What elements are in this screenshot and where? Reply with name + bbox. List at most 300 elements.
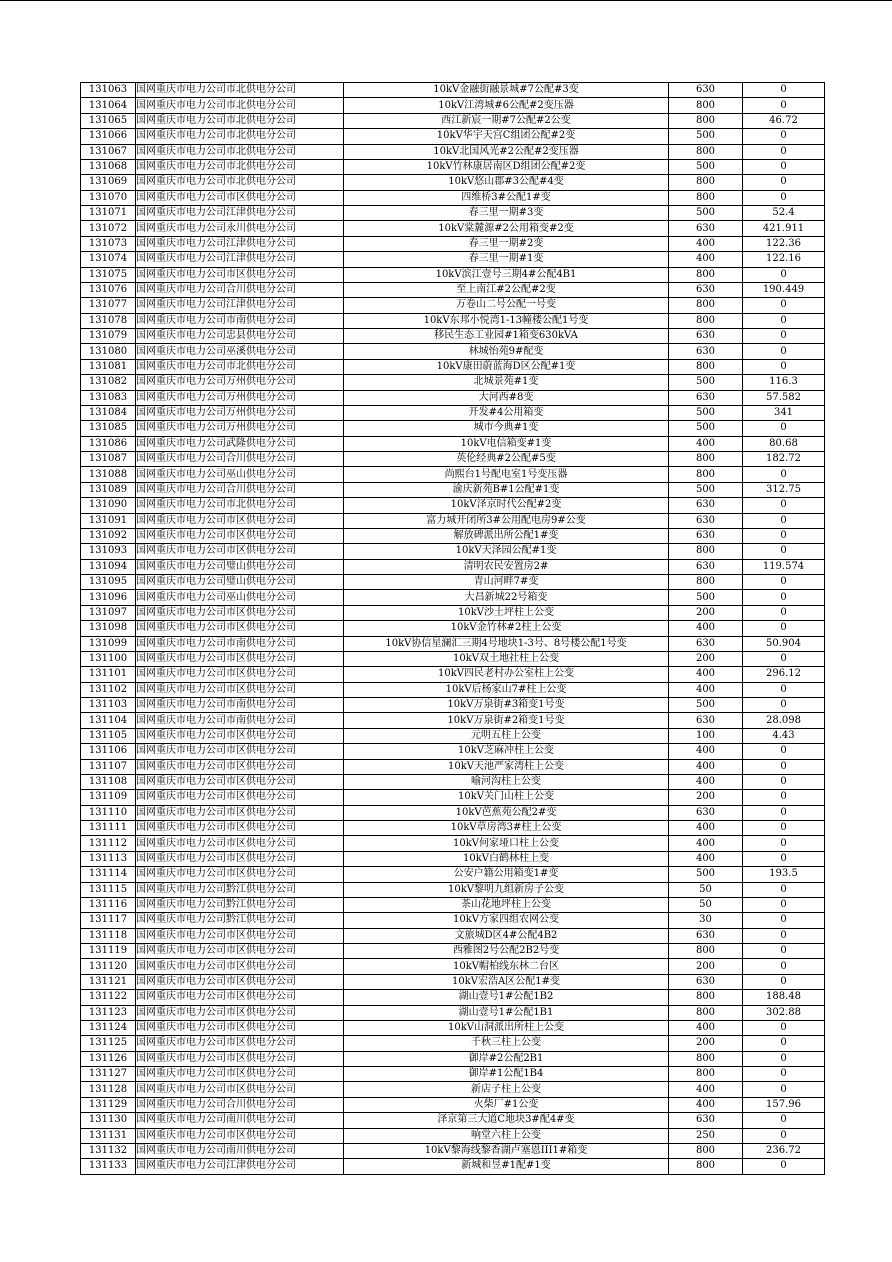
cell-company: 国网重庆市电力公司市北供电分公司	[136, 144, 344, 159]
cell-id: 131070	[81, 190, 136, 205]
cell-id: 131109	[81, 790, 136, 805]
table-row	[81, 544, 825, 559]
cell-company: 国网重庆市电力公司市北供电分公司	[136, 129, 344, 144]
cell-id: 131065	[81, 113, 136, 128]
cell-company: 国网重庆市电力公司市区供电分公司	[136, 1051, 344, 1066]
cell-id: 131122	[81, 990, 136, 1005]
cell-id: 131076	[81, 282, 136, 297]
cell-value: 0	[743, 698, 825, 713]
cell-capacity: 630	[669, 805, 743, 820]
cell-value: 0	[743, 897, 825, 912]
cell-company: 国网重庆市电力公司市区供电分公司	[136, 1020, 344, 1035]
cell-company: 国网重庆市电力公司市区供电分公司	[136, 836, 344, 851]
cell-id: 131092	[81, 528, 136, 543]
cell-transformer-name: 文旅城D区4#公配4B2	[344, 928, 669, 943]
cell-transformer-name: 御岸#2公配2B1	[344, 1051, 669, 1066]
cell-company: 国网重庆市电力公司市北供电分公司	[136, 175, 344, 190]
cell-company: 国网重庆市电力公司市北供电分公司	[136, 498, 344, 513]
cell-company: 国网重庆市电力公司市区供电分公司	[136, 821, 344, 836]
page-top-rule	[0, 0, 892, 1]
cell-value: 46.72	[743, 113, 825, 128]
cell-id: 131120	[81, 959, 136, 974]
cell-transformer-name: 10kV华宇天宫C组团公配#2变	[344, 129, 669, 144]
cell-company: 国网重庆市电力公司市区供电分公司	[136, 513, 344, 528]
cell-value: 0	[743, 774, 825, 789]
cell-transformer-name: 10kV双土地社柱上公变	[344, 651, 669, 666]
cell-company: 国网重庆市电力公司江津供电分公司	[136, 206, 344, 221]
table-row	[81, 897, 825, 912]
cell-company: 国网重庆市电力公司武隆供电分公司	[136, 436, 344, 451]
cell-value: 0	[743, 744, 825, 759]
cell-id: 131116	[81, 897, 136, 912]
cell-capacity: 800	[669, 313, 743, 328]
cell-transformer-name: 解放碑派出所公配1#变	[344, 528, 669, 543]
cell-company: 国网重庆市电力公司万州供电分公司	[136, 405, 344, 420]
cell-id: 131107	[81, 759, 136, 774]
cell-transformer-name: 西江新宸一期#7公配#2公变	[344, 113, 669, 128]
cell-company: 国网重庆市电力公司市区供电分公司	[136, 728, 344, 743]
cell-transformer-name: 10kV棠麓源#2公用箱变#2变	[344, 221, 669, 236]
cell-value: 182.72	[743, 452, 825, 467]
cell-id: 131127	[81, 1067, 136, 1082]
cell-transformer-name: 10kV关门山柱上公变	[344, 790, 669, 805]
cell-capacity: 500	[669, 421, 743, 436]
cell-capacity: 500	[669, 129, 743, 144]
cell-capacity: 400	[669, 774, 743, 789]
cell-value: 0	[743, 1082, 825, 1097]
cell-company: 国网重庆市电力公司市南供电分公司	[136, 713, 344, 728]
cell-capacity: 400	[669, 252, 743, 267]
cell-value: 0	[743, 298, 825, 313]
cell-transformer-name: 渝庆新苑B#1公配#1变	[344, 482, 669, 497]
table-row	[81, 667, 825, 682]
table-row	[81, 990, 825, 1005]
cell-value: 0	[743, 790, 825, 805]
cell-capacity: 800	[669, 575, 743, 590]
cell-capacity: 800	[669, 1143, 743, 1158]
table-row	[81, 129, 825, 144]
transformer-table	[80, 82, 825, 1175]
cell-transformer-name: 喻河沟柱上公变	[344, 774, 669, 789]
cell-id: 131077	[81, 298, 136, 313]
cell-value: 421.911	[743, 221, 825, 236]
cell-id: 131121	[81, 974, 136, 989]
table-row	[81, 913, 825, 928]
cell-company: 国网重庆市电力公司忠县供电分公司	[136, 329, 344, 344]
cell-company: 国网重庆市电力公司市区供电分公司	[136, 667, 344, 682]
cell-capacity: 500	[669, 698, 743, 713]
cell-company: 国网重庆市电力公司市南供电分公司	[136, 636, 344, 651]
cell-capacity: 800	[669, 267, 743, 282]
cell-transformer-name: 元明五柱上公变	[344, 728, 669, 743]
table-row	[81, 1036, 825, 1051]
cell-company: 国网重庆市电力公司合川供电分公司	[136, 1097, 344, 1112]
cell-value: 0	[743, 1020, 825, 1035]
table-row	[81, 682, 825, 697]
cell-transformer-name: 10kV四民老村办公室柱上公变	[344, 667, 669, 682]
cell-transformer-name: 茶山花地坪柱上公变	[344, 897, 669, 912]
table-row	[81, 344, 825, 359]
table-row	[81, 144, 825, 159]
cell-value: 190.449	[743, 282, 825, 297]
cell-id: 131079	[81, 329, 136, 344]
cell-transformer-name: 春三里一期#3变	[344, 206, 669, 221]
cell-transformer-name: 10kV芝麻冲柱上公变	[344, 744, 669, 759]
cell-capacity: 630	[669, 1113, 743, 1128]
cell-company: 国网重庆市电力公司江津供电分公司	[136, 298, 344, 313]
cell-id: 131102	[81, 682, 136, 697]
cell-value: 0	[743, 805, 825, 820]
cell-capacity: 630	[669, 329, 743, 344]
cell-transformer-name: 青山河畔7#变	[344, 575, 669, 590]
table-row	[81, 252, 825, 267]
table-row	[81, 206, 825, 221]
cell-capacity: 800	[669, 298, 743, 313]
cell-transformer-name: 英伦经典#2公配#5变	[344, 452, 669, 467]
cell-value: 0	[743, 190, 825, 205]
cell-value: 4.43	[743, 728, 825, 743]
table-row	[81, 113, 825, 128]
cell-transformer-name: 10kV东邦小悦湾1-13幢楼公配1号变	[344, 313, 669, 328]
cell-value: 0	[743, 267, 825, 282]
table-row	[81, 1005, 825, 1020]
cell-capacity: 400	[669, 667, 743, 682]
cell-transformer-name: 10kV金融街融景城#7公配#3变	[344, 83, 669, 98]
cell-id: 131072	[81, 221, 136, 236]
cell-capacity: 500	[669, 375, 743, 390]
cell-transformer-name: 北城景苑#1变	[344, 375, 669, 390]
cell-capacity: 630	[669, 221, 743, 236]
cell-value: 122.16	[743, 252, 825, 267]
table-row	[81, 498, 825, 513]
cell-transformer-name: 移民生态工业园#1箱变630kVA	[344, 329, 669, 344]
cell-id: 131131	[81, 1128, 136, 1143]
cell-company: 国网重庆市电力公司市区供电分公司	[136, 867, 344, 882]
cell-capacity: 500	[669, 206, 743, 221]
cell-value: 0	[743, 329, 825, 344]
cell-company: 国网重庆市电力公司黔江供电分公司	[136, 913, 344, 928]
cell-capacity: 800	[669, 1159, 743, 1174]
cell-capacity: 400	[669, 436, 743, 451]
cell-id: 131110	[81, 805, 136, 820]
cell-company: 国网重庆市电力公司市区供电分公司	[136, 805, 344, 820]
cell-value: 116.3	[743, 375, 825, 390]
cell-value: 0	[743, 913, 825, 928]
table-row	[81, 944, 825, 959]
cell-capacity: 630	[669, 344, 743, 359]
cell-value: 0	[743, 1128, 825, 1143]
cell-capacity: 800	[669, 944, 743, 959]
cell-transformer-name: 10kV山洞派出所柱上公变	[344, 1020, 669, 1035]
cell-transformer-name: 10kV天池严家湾柱上公变	[344, 759, 669, 774]
cell-id: 131086	[81, 436, 136, 451]
cell-value: 0	[743, 359, 825, 374]
cell-capacity: 50	[669, 897, 743, 912]
cell-value: 0	[743, 1067, 825, 1082]
cell-capacity: 500	[669, 482, 743, 497]
cell-id: 131113	[81, 851, 136, 866]
cell-capacity: 400	[669, 836, 743, 851]
cell-company: 国网重庆市电力公司市南供电分公司	[136, 698, 344, 713]
cell-company: 国网重庆市电力公司市区供电分公司	[136, 759, 344, 774]
cell-capacity: 30	[669, 913, 743, 928]
cell-transformer-name: 10kV竹林康居南区D组团公配#2变	[344, 159, 669, 174]
table-row	[81, 282, 825, 297]
cell-capacity: 630	[669, 528, 743, 543]
cell-company: 国网重庆市电力公司市区供电分公司	[136, 928, 344, 943]
cell-company: 国网重庆市电力公司市北供电分公司	[136, 113, 344, 128]
table-row	[81, 436, 825, 451]
table-row	[81, 175, 825, 190]
cell-capacity: 400	[669, 1020, 743, 1035]
table-row	[81, 959, 825, 974]
cell-value: 0	[743, 621, 825, 636]
cell-company: 国网重庆市电力公司市区供电分公司	[136, 959, 344, 974]
cell-value: 236.72	[743, 1143, 825, 1158]
cell-capacity: 800	[669, 452, 743, 467]
cell-transformer-name: 10kV帽柏线东林二台区	[344, 959, 669, 974]
cell-transformer-name: 至上南江#2公配#2变	[344, 282, 669, 297]
table-row	[81, 713, 825, 728]
cell-transformer-name: 新城和昱#1配#1变	[344, 1159, 669, 1174]
cell-value: 28.098	[743, 713, 825, 728]
table-row	[81, 1128, 825, 1143]
cell-capacity: 400	[669, 744, 743, 759]
cell-capacity: 500	[669, 590, 743, 605]
cell-capacity: 200	[669, 959, 743, 974]
cell-id: 131088	[81, 467, 136, 482]
cell-id: 131119	[81, 944, 136, 959]
table-row	[81, 1020, 825, 1035]
cell-company: 国网重庆市电力公司市区供电分公司	[136, 774, 344, 789]
cell-capacity: 800	[669, 544, 743, 559]
cell-id: 131068	[81, 159, 136, 174]
cell-id: 131066	[81, 129, 136, 144]
cell-transformer-name: 湖山壹号1#公配1B2	[344, 990, 669, 1005]
table-row	[81, 513, 825, 528]
cell-capacity: 800	[669, 990, 743, 1005]
cell-value: 0	[743, 159, 825, 174]
table-row	[81, 1143, 825, 1158]
table-row	[81, 759, 825, 774]
cell-value: 0	[743, 144, 825, 159]
cell-value: 312.75	[743, 482, 825, 497]
cell-transformer-name: 春三里一期#1变	[344, 252, 669, 267]
cell-id: 131128	[81, 1082, 136, 1097]
cell-transformer-name: 10kV康田蔚蓝海D区公配#1变	[344, 359, 669, 374]
cell-value: 193.5	[743, 867, 825, 882]
cell-id: 131089	[81, 482, 136, 497]
cell-capacity: 400	[669, 1082, 743, 1097]
cell-capacity: 400	[669, 821, 743, 836]
table-row	[81, 221, 825, 236]
cell-transformer-name: 10kV北国风光#2公配#2变压器	[344, 144, 669, 159]
cell-id: 131132	[81, 1143, 136, 1158]
table-row	[81, 559, 825, 574]
cell-company: 国网重庆市电力公司江津供电分公司	[136, 236, 344, 251]
table-row	[81, 621, 825, 636]
cell-id: 131064	[81, 98, 136, 113]
cell-id: 131098	[81, 621, 136, 636]
cell-id: 131095	[81, 575, 136, 590]
cell-company: 国网重庆市电力公司市区供电分公司	[136, 605, 344, 620]
table-row	[81, 405, 825, 420]
cell-id: 131101	[81, 667, 136, 682]
cell-transformer-name: 响堂六柱上公变	[344, 1128, 669, 1143]
cell-value: 122.36	[743, 236, 825, 251]
cell-value: 0	[743, 836, 825, 851]
cell-value: 0	[743, 959, 825, 974]
cell-id: 131067	[81, 144, 136, 159]
cell-capacity: 100	[669, 728, 743, 743]
table-row	[81, 1159, 825, 1174]
cell-transformer-name: 10kV黎明九组新房子公变	[344, 882, 669, 897]
cell-value: 0	[743, 98, 825, 113]
cell-value: 188.48	[743, 990, 825, 1005]
cell-id: 131094	[81, 559, 136, 574]
table-row	[81, 1113, 825, 1128]
cell-transformer-name: 10kV电信箱变#1变	[344, 436, 669, 451]
cell-transformer-name: 城市今典#1变	[344, 421, 669, 436]
cell-value: 0	[743, 313, 825, 328]
cell-capacity: 400	[669, 621, 743, 636]
cell-value: 0	[743, 1051, 825, 1066]
cell-capacity: 400	[669, 236, 743, 251]
cell-id: 131117	[81, 913, 136, 928]
cell-capacity: 800	[669, 175, 743, 190]
cell-capacity: 630	[669, 713, 743, 728]
table-row	[81, 482, 825, 497]
table-row	[81, 159, 825, 174]
cell-transformer-name: 富力城开闭所3#公用配电房9#公变	[344, 513, 669, 528]
cell-capacity: 400	[669, 1097, 743, 1112]
cell-id: 131126	[81, 1051, 136, 1066]
cell-company: 国网重庆市电力公司合川供电分公司	[136, 282, 344, 297]
cell-capacity: 800	[669, 359, 743, 374]
table-row	[81, 836, 825, 851]
cell-company: 国网重庆市电力公司市区供电分公司	[136, 1036, 344, 1051]
cell-company: 国网重庆市电力公司市区供电分公司	[136, 651, 344, 666]
table-row	[81, 774, 825, 789]
table-row	[81, 651, 825, 666]
cell-id: 131115	[81, 882, 136, 897]
cell-capacity: 630	[669, 498, 743, 513]
cell-id: 131063	[81, 83, 136, 98]
cell-transformer-name: 清明农民安置房2#	[344, 559, 669, 574]
cell-value: 0	[743, 467, 825, 482]
cell-company: 国网重庆市电力公司市北供电分公司	[136, 83, 344, 98]
cell-value: 296.12	[743, 667, 825, 682]
cell-id: 131080	[81, 344, 136, 359]
cell-capacity: 200	[669, 790, 743, 805]
cell-value: 0	[743, 882, 825, 897]
table-row	[81, 1067, 825, 1082]
table-row	[81, 375, 825, 390]
cell-capacity: 630	[669, 282, 743, 297]
cell-value: 0	[743, 1159, 825, 1174]
cell-capacity: 500	[669, 159, 743, 174]
cell-transformer-name: 10kV宏浩A区公配1#变	[344, 974, 669, 989]
cell-transformer-name: 火柴厂#1公变	[344, 1097, 669, 1112]
cell-id: 131118	[81, 928, 136, 943]
table-row	[81, 698, 825, 713]
cell-transformer-name: 10kV泽京时代公配#2变	[344, 498, 669, 513]
cell-company: 国网重庆市电力公司合川供电分公司	[136, 482, 344, 497]
cell-value: 0	[743, 344, 825, 359]
cell-capacity: 800	[669, 1005, 743, 1020]
cell-capacity: 50	[669, 882, 743, 897]
cell-capacity: 400	[669, 759, 743, 774]
table-row	[81, 528, 825, 543]
cell-value: 0	[743, 421, 825, 436]
cell-value: 0	[743, 821, 825, 836]
cell-capacity: 800	[669, 144, 743, 159]
cell-id: 131100	[81, 651, 136, 666]
table-row	[81, 98, 825, 113]
cell-id: 131071	[81, 206, 136, 221]
cell-transformer-name: 10kV协信星澜汇三期4号地块1-3号、8号楼公配1号变	[344, 636, 669, 651]
cell-id: 131073	[81, 236, 136, 251]
cell-transformer-name: 林城怡苑9#配变	[344, 344, 669, 359]
cell-company: 国网重庆市电力公司黔江供电分公司	[136, 882, 344, 897]
cell-transformer-name: 10kV江湾城#6公配#2变压器	[344, 98, 669, 113]
cell-value: 0	[743, 498, 825, 513]
cell-transformer-name: 湖山壹号1#公配1B1	[344, 1005, 669, 1020]
cell-transformer-name: 泽京第三大道C地块3#配4#变	[344, 1113, 669, 1128]
cell-capacity: 800	[669, 1067, 743, 1082]
cell-capacity: 500	[669, 867, 743, 882]
cell-transformer-name: 10kV何家垭口柱上公变	[344, 836, 669, 851]
cell-value: 0	[743, 851, 825, 866]
cell-transformer-name: 10kV后杨家山7#柱上公变	[344, 682, 669, 697]
table-row	[81, 452, 825, 467]
cell-transformer-name: 千秋三柱上公变	[344, 1036, 669, 1051]
cell-transformer-name: 新店子柱上公变	[344, 1082, 669, 1097]
cell-id: 131133	[81, 1159, 136, 1174]
cell-id: 131078	[81, 313, 136, 328]
table-row	[81, 313, 825, 328]
cell-company: 国网重庆市电力公司巫山供电分公司	[136, 590, 344, 605]
cell-transformer-name: 10kV金竹林#2柱上公变	[344, 621, 669, 636]
cell-id: 131085	[81, 421, 136, 436]
cell-id: 131106	[81, 744, 136, 759]
cell-id: 131099	[81, 636, 136, 651]
table-row	[81, 298, 825, 313]
cell-company: 国网重庆市电力公司璧山供电分公司	[136, 575, 344, 590]
cell-transformer-name: 公安户籍公用箱变1#变	[344, 867, 669, 882]
cell-capacity: 200	[669, 651, 743, 666]
cell-transformer-name: 大河西#8变	[344, 390, 669, 405]
cell-value: 0	[743, 129, 825, 144]
cell-capacity: 630	[669, 390, 743, 405]
cell-value: 0	[743, 83, 825, 98]
cell-company: 国网重庆市电力公司市区供电分公司	[136, 790, 344, 805]
table-row	[81, 267, 825, 282]
cell-transformer-name: 10kV芭蕉苑公配2#变	[344, 805, 669, 820]
cell-value: 52.4	[743, 206, 825, 221]
table-row	[81, 728, 825, 743]
cell-id: 131083	[81, 390, 136, 405]
table-row	[81, 83, 825, 98]
cell-id: 131082	[81, 375, 136, 390]
cell-id: 131093	[81, 544, 136, 559]
cell-company: 国网重庆市电力公司市区供电分公司	[136, 974, 344, 989]
cell-id: 131091	[81, 513, 136, 528]
cell-capacity: 800	[669, 467, 743, 482]
cell-id: 131081	[81, 359, 136, 374]
table-row	[81, 1082, 825, 1097]
cell-capacity: 400	[669, 851, 743, 866]
